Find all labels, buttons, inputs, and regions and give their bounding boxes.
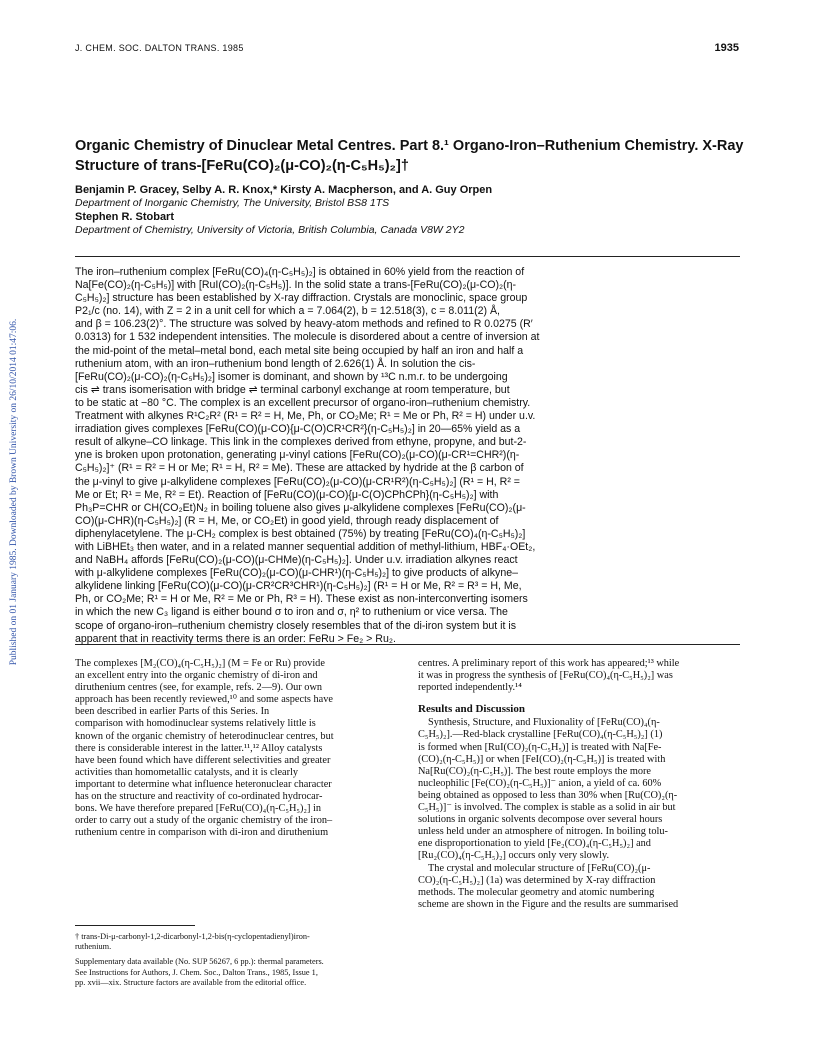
download-watermark-text: Published on 01 January 1985. Downloaded by Brown University on 26/10/2014 01:47:06.	[9, 318, 19, 666]
download-watermark	[2, 232, 26, 752]
right-column	[418, 658, 739, 911]
page-number: 1935	[714, 42, 739, 54]
footnotes	[75, 932, 396, 993]
affiliation-bristol: Department of Inorganic Chemistry, The University, Bristol BS8 1TS	[75, 197, 390, 209]
structure-paragraph: The crystal and molecular structure of [FeRu(CO)₂(μ- CO)₂(η-C₅H₅)₂] (1a) was determined by X-ray diffraction methods. The molecular geometry and atomic numbering scheme are shown in the Figure and the results are summarised	[418, 862, 679, 910]
intro-paragraph-continued: centres. A preliminary report of this work has appeared;¹³ while it was in progress the synthesis of [FeRu(CO)₄(η-C₅H₅)₂] was reported independently.¹⁴	[418, 658, 680, 694]
running-head: J. CHEM. SOC. DALTON TRANS. 1985	[75, 43, 244, 53]
abstract-bottom-rule	[75, 644, 740, 645]
abstract: The iron–ruthenium complex [FeRu(CO)₄(η-C₅H₅)₂] is obtained in 60% yield from the reaction of Na[Fe(CO)₂(η-C₅H₅)] with [RuI(CO)₂(η-C₅H₅)]. In the solid state a trans-[FeRu(CO)₂(μ-CO)₂(η- C₅H₅)₂] structure has been established by X-ray diffraction. Crystals are monoclinic, space group P2₁/c (no. 14), with Z = 2 in a unit cell for which a = 7.064(2), b = 12.518(3), c = 8.011(2) Å, and β = 106.23(2)°. The structure was solved by heavy-atom methods and refined to R 0.0275 (R′ 0.0313) for 1 532 independent intensities. The molecule is disordered about a centre of inversion at the mid-point of the metal–metal bond, each metal site being occupied by half an iron and half a ruthenium atom, with an iron–ruthenium bond length of 2.626(1) Å. In solution the cis- [FeRu(CO)₂(μ-CO)₂(η-C₅H₅)₂] isomer is dominant, and shown by ¹³C n.m.r. to be undergoing cis ⇌ trans isomerisation with bridge ⇌ terminal carbonyl exchange at room temperature, but to be static at −80 °C. The complex is an excellent precursor of organo-iron–ruthenium chemistry. Treatment with alkynes R¹C₂R² (R¹ = R² = H, Me, Ph, or CO₂Me; R¹ = Me or Ph, R² = H) under u.v. irradiation gives complexes [FeRu(CO)(μ-CO){μ-C(O)CR¹CR²}(η-C₅H₅)₂] in 20—65% yield as a result of alkyne–CO linkage. This link in the complexes derived from ethyne, propyne, and but-2- yne is broken upon protonation, generating μ-vinyl cations [FeRu(CO)₂(μ-CO)(μ-CR¹=CHR²)(η- C₅H₅)₂]⁺ (R¹ = R² = H or Me; R¹ = H, R² = Me). These are attacked by hydride at the β carbon of the μ-vinyl to give μ-alkylidene complexes [FeRu(CO)₂(μ-CO)(μ-CR¹R²)(η-C₅H₅)₂] (R¹ = H, R² = Me or Et; R¹ = Me, R² = Et). Reaction of [FeRu(CO)(μ-CO){μ-C(O)CPhCPh}(η-C₅H₅)₂] with Ph₃P=CHR or CH(CO₂Et)N₂ in boiling toluene also gives μ-alkylidene complexes [FeRu(CO)₂(μ- CO)(μ-CHR)(η-C₅H₅)₂] (R = H, Me, or CO₂Et) in good yield, through ready displacement of diphenylacetylene. The μ-CH₂ complex is best obtained (75%) by treating [FeRu(CO)₄(η-C₅H₅)₂] with LiBHEt₃ then water, and in a related manner sequential addition of methyl-lithium, HBF₄·OEt₂, and NaBH₄ affords [FeRu(CO)₂(μ-CO)(μ-CHMe)(η-C₅H₅)₂]. Under u.v. irradiation alkynes react with μ-alkylidene complexes [FeRu(CO)₂(μ-CO)(μ-CHR¹)(η-C₅H₅)₂] to give products of alkyne– alkylidene linking [FeRu(CO)(μ-CO)(μ-CR²CR³CHR¹)(η-C₅H₅)₂] (R¹ = H or Me, R² = R³ = H, Me, Ph, or CO₂Me; R¹ = H or Me, R² = Me or Ph, R³ = H). These exist as non-interconverting isomers in which the new C₃ ligand is either bound σ to iron and σ, η² to ruthenium or vice versa. The scope of organo-iron–ruthenium chemistry closely resembles that of the di-iron system but it is apparent that in reactivity terms there is an order: FeRu > Fe₂ > Ru₂.	[75, 266, 540, 645]
synthesis-paragraph: Synthesis, Structure, and Fluxionality of [FeRu(CO)₄(η- C₅H₅)₂].—Red-black crystalline [FeRu(CO)₄(η-C₅H₅)₂] (1) is formed when [RuI(CO)₂(η-C₅H₅)] is treated with Na[Fe- (CO)₂(η-C₅H₅)] or when [FeI(CO)₂(η-C₅H₅)] is treated with Na[Ru(CO)₂(η-C₅H₅)]. The best route employs the more nucleophilic [Fe(CO)₂(η-C₅H₅)]⁻ anion, a yield of ca. 60% being obtained as opposed to less than 30% when [Ru(CO)₂(η- C₅H₅)]⁻ is involved. The complex is stable as a solid in air but solutions in organic solvents decompose over several hours unless held under an atmosphere of nitrogen. In boiling tolu- ene disproportionation to yield [Fe₂(CO)₄(η-C₅H₅)₂] and [Ru₂(CO)₄(η-C₅H₅)₂] occurs only very slowly.	[418, 717, 678, 862]
section-heading: Results and Discussion	[418, 703, 525, 716]
affiliation-victoria: Department of Chemistry, University of Victoria, British Columbia, Canada V8W 2Y2	[75, 224, 465, 236]
footnote-rule	[75, 925, 195, 926]
author-list: Benjamin P. Gracey, Selby A. R. Knox,* Kirsty A. Macpherson, and A. Guy Orpen	[75, 184, 493, 196]
left-column	[75, 658, 396, 839]
abstract-top-rule	[75, 256, 740, 257]
intro-paragraph: The complexes [M₂(CO)₄(η-C₅H₅)₂] (M = Fe or Ru) provide an excellent entry into the organic chemistry of di-iron and diruthenium centres (see, for example, refs. 2—9). Our own approach has been recently reviewed,¹⁰ and some aspects have been described in earlier Parts of this Series. In comparison with homodinuclear systems relatively little is known of the organic chemistry of heterodinuclear centres, but there is considerable interest in the latter.¹¹,¹² Alloy catalysts have been found which have different selectivities and greater activities than homometallic catalysts, and it is clearly important to determine what influence heteronuclear character has on the structure and reactivity of co-ordinated hydrocar- bons. We have therefore prepared [FeRu(CO)₄(η-C₅H₅)₂] in order to carry out a study of the organic chemistry of the iron– ruthenium centre in comparison with di-iron and diruthenium	[75, 658, 334, 839]
author-block	[75, 183, 735, 237]
dagger-footnote: † trans-Di-μ-carbonyl-1,2-dicarbonyl-1,2-bis(η-cyclopentadienyl)iron- ruthenium.	[75, 932, 310, 952]
author-stobart: Stephen R. Stobart	[75, 211, 175, 223]
supplementary-footnote: Supplementary data available (No. SUP 56267, 6 pp.): thermal parameters. See Instructions for Authors, J. Chem. Soc., Dalton Trans., 1985, Issue 1, pp. xvii—xix. Structure factors are available from the editorial office.	[75, 957, 324, 987]
article-title: Organic Chemistry of Dinuclear Metal Centres. Part 8.¹ Organo-Iron–Ruthenium Chemistry. X-Ray Structure of trans-[FeRu(CO)₂(μ-CO)₂(η-C₅H₅)₂]†	[75, 138, 744, 174]
